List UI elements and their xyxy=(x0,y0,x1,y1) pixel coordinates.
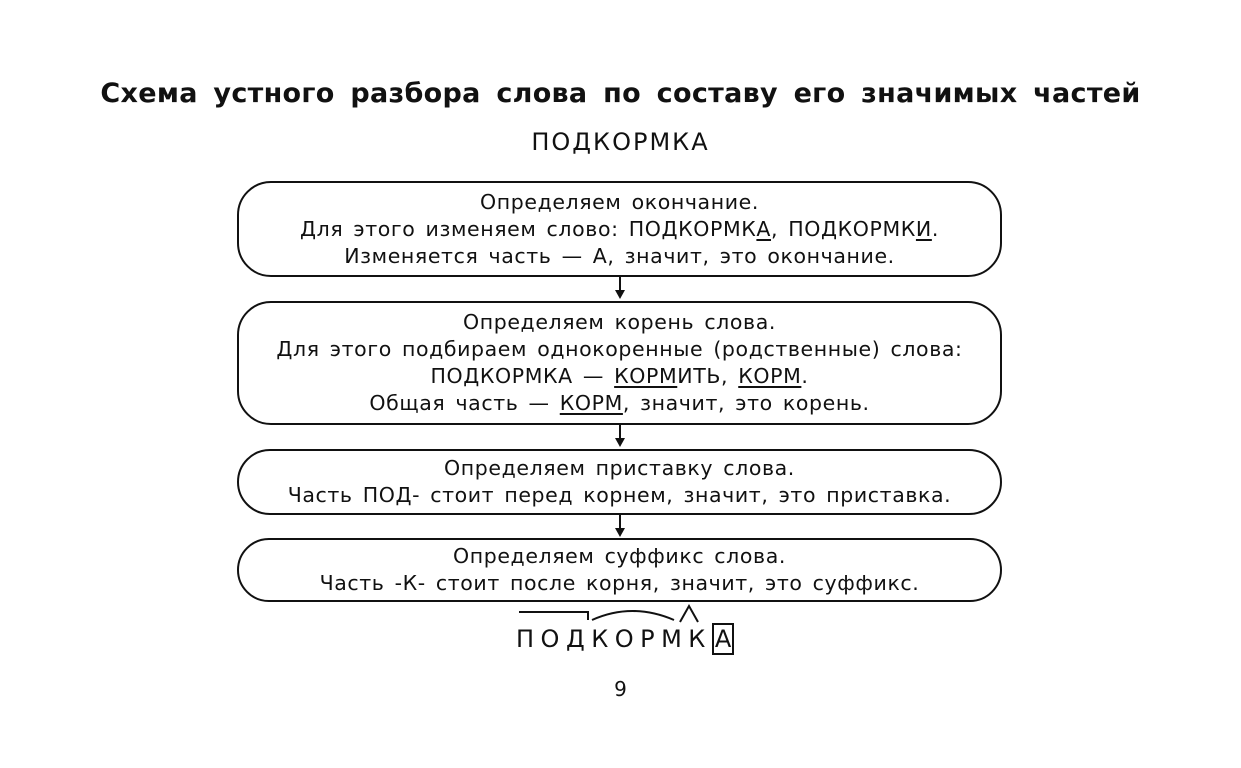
step-ending-line2: Для этого изменяем слово: ПОДКОРМКА, ПОДКОРМКИ. xyxy=(300,216,939,241)
step-root-heading: Определяем корень слова. xyxy=(462,310,776,334)
step-suffix-heading: Определяем суффикс слова. xyxy=(452,544,786,568)
step-ending-box xyxy=(237,181,1002,277)
step-suffix-line2: Часть -К- стоит после корня, значит, это суффикс. xyxy=(319,571,920,595)
arrow-down-icon xyxy=(610,515,630,539)
step-root-line3: ПОДКОРМКА — КОРМИТЬ, КОРМ. xyxy=(430,364,809,388)
root-arc-mark xyxy=(592,611,674,620)
root-underlined-2: КОРМ xyxy=(738,364,802,388)
arrow-down-icon xyxy=(610,425,630,449)
step-root-line4: Общая часть — КОРМ, значит, это корень. xyxy=(369,391,870,415)
step-suffix-box xyxy=(237,538,1002,602)
ending-i-underlined: И xyxy=(915,216,932,241)
page-title: Схема устного разбора слова по составу его значимых частей xyxy=(100,78,1141,109)
root-underlined-1: КОРМ xyxy=(614,364,678,388)
step-ending-line3: Изменяется часть — А, значит, это окончание. xyxy=(344,243,895,268)
page-number: 9 xyxy=(614,677,627,701)
analyzed-word: ПОДКОРМКА xyxy=(531,128,710,156)
suffix-caret-mark xyxy=(680,606,698,622)
ending-box: А xyxy=(712,623,734,655)
arrow-down-icon xyxy=(610,277,630,301)
step-root-line2: Для этого подбираем однокоренные (родственные) слова: xyxy=(276,337,963,361)
ending-a-underlined: А xyxy=(756,216,772,241)
step-prefix-line2: Часть ПОД- стоит перед корнем, значит, это приставка. xyxy=(287,483,952,507)
step-ending-heading: Определяем окончание. xyxy=(480,189,759,214)
parsed-stem: ПОДКОРМК xyxy=(516,625,712,653)
root-underlined-3: КОРМ xyxy=(559,391,623,415)
prefix-mark xyxy=(519,612,588,620)
parsed-word xyxy=(516,625,734,653)
step-prefix-heading: Определяем приставку слова. xyxy=(444,456,795,480)
step-prefix-box xyxy=(237,449,1002,515)
step-root-box xyxy=(237,301,1002,425)
